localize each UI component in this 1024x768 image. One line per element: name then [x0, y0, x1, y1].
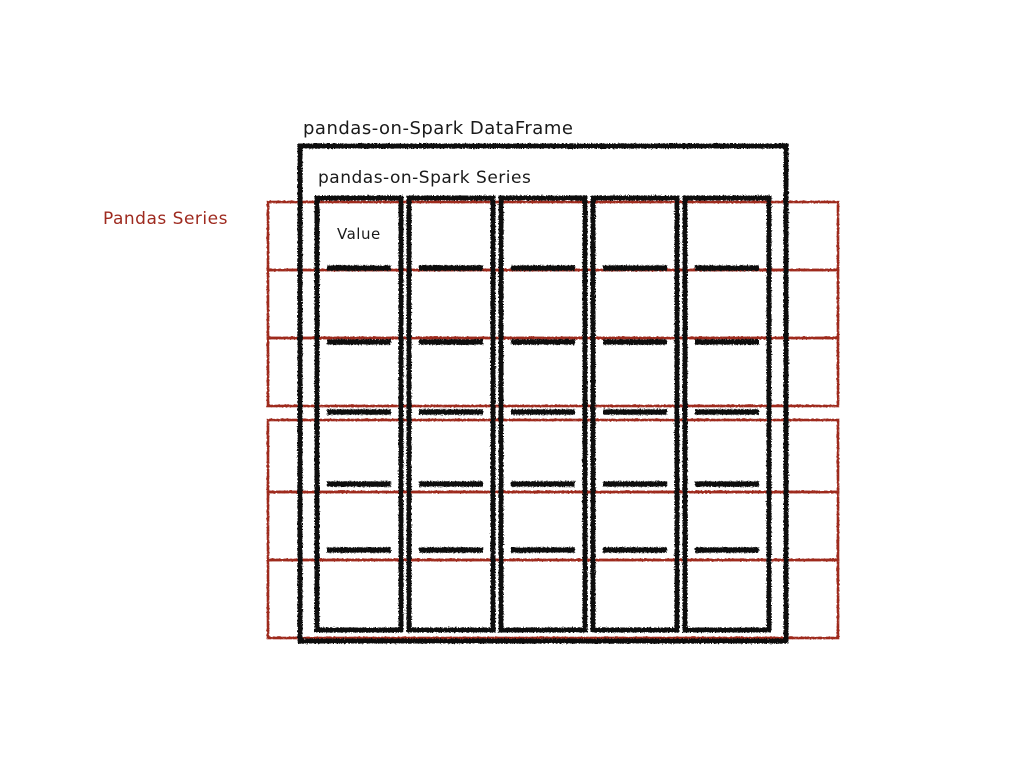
pandas-series-row: [268, 560, 838, 638]
dataframe-label: pandas-on-Spark DataFrame: [303, 118, 574, 139]
value-cell-label: Value: [337, 225, 381, 243]
spark-series-label: pandas-on-Spark Series: [318, 168, 532, 188]
pandas-series-row: [268, 270, 838, 338]
dataframe-outer-box: [300, 146, 786, 641]
pandas-series-row: [268, 420, 838, 492]
pandas-series-row: [268, 338, 838, 406]
pandas-series-label: Pandas Series: [103, 209, 228, 229]
cell-separator-group: [327, 268, 759, 550]
